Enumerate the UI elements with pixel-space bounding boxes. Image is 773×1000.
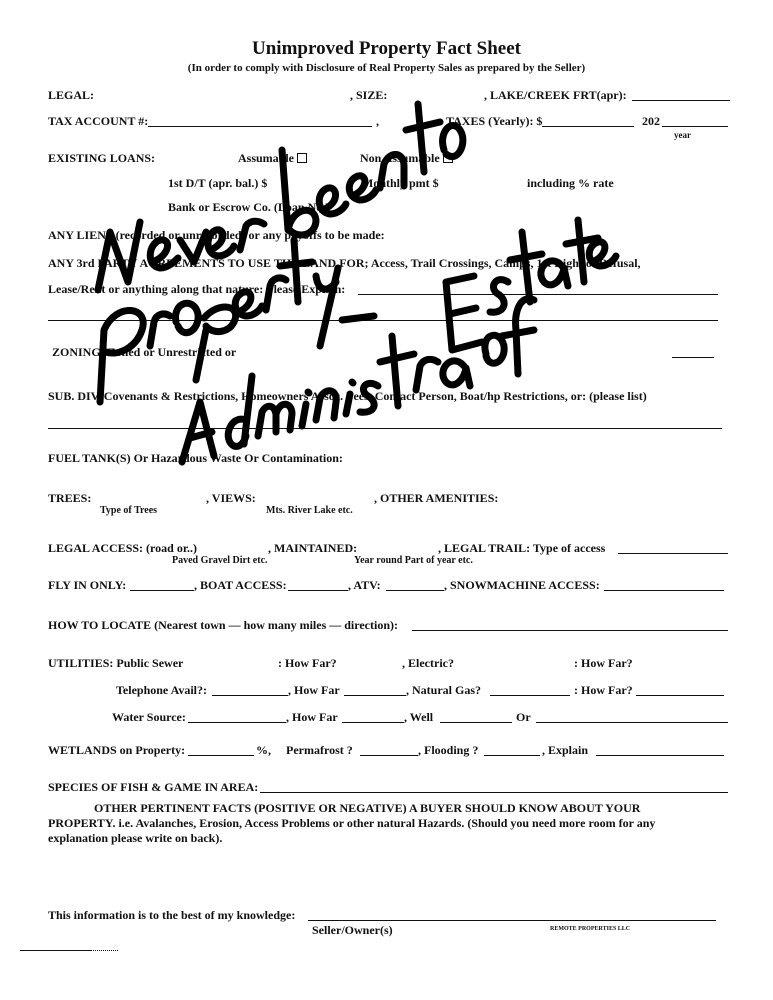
legal-access-caption: Paved Gravel Dirt etc.: [172, 555, 268, 566]
other-facts-line1: OTHER PERTINENT FACTS (POSITIVE OR NEGATIVE) A BUYER SHOULD KNOW ABOUT YOUR: [94, 801, 641, 815]
size-label: , SIZE:: [350, 88, 388, 102]
snowmachine-label: , SNOWMACHINE ACCESS:: [444, 578, 600, 592]
liens-label: ANY LIENS (recorded or unrecorded) or any payoffs to be made:: [48, 228, 385, 242]
including-rate-label: including % rate: [527, 176, 614, 190]
gas-how-far-label: : How Far?: [574, 683, 633, 697]
well-label: , Well: [404, 710, 434, 724]
telephone-how-far-label: , How Far: [288, 683, 340, 697]
lake-creek-label: , LAKE/CREEK FRT(apr):: [484, 88, 627, 102]
telephone-label: Telephone Avail?:: [116, 683, 208, 697]
non-assumable-text: Non Assumable: [360, 151, 440, 165]
bank-escrow-label: Bank or Escrow Co. (Loan No.): [168, 200, 330, 214]
wetlands-label: WETLANDS on Property:: [48, 743, 186, 757]
water-source-label: Water Source:: [112, 710, 186, 724]
form-title: Unimproved Property Fact Sheet: [252, 38, 521, 59]
atv-label: , ATV:: [348, 578, 381, 592]
subdiv-label: SUB. DIV. Covenants & Restrictions, Homeowners Assoc. Fees, Contact Person, Boat/hp Restrictions, or: (please list): [48, 389, 647, 403]
fly-in-label: FLY IN ONLY:: [48, 578, 127, 592]
permafrost-label: Permafrost ?: [286, 743, 353, 757]
tax-comma: ,: [376, 114, 379, 128]
explain-label: , Explain: [542, 743, 589, 757]
form-subtitle: (In order to comply with Disclosure of Real Property Sales as prepared by the Seller): [187, 62, 586, 74]
legal-trail-label: , LEGAL TRAIL: Type of access: [438, 541, 606, 555]
dt-balance-label: 1st D/T (apr. bal.) $: [168, 176, 268, 190]
trees-label: TREES:: [48, 491, 92, 505]
handwriting-property: [100, 240, 374, 402]
existing-loans-label: EXISTING LOANS:: [48, 151, 156, 165]
year-caption: year: [674, 130, 691, 140]
how-to-locate-label: HOW TO LOCATE (Nearest town — how many miles — direction):: [48, 618, 399, 632]
electric-how-far-label: : How Far?: [574, 656, 633, 670]
trees-caption: Type of Trees: [100, 505, 158, 516]
third-party-label: ANY 3rd PARTY AGREEMENTS TO USE THE LAND FOR; Access, Trail Crossings, Camps, 1st Right of Refusal,: [48, 256, 641, 270]
percent-label: %,: [256, 743, 271, 757]
other-facts-line3: explanation please write on back).: [48, 831, 223, 845]
water-how-far-label: , How Far: [286, 710, 338, 724]
legal-access-label: LEGAL ACCESS: (road or..): [48, 541, 198, 555]
seller-owner-label: Seller/Owner(s): [312, 923, 393, 937]
zoning-label: ZONING: Zoned or Unrestricted or: [52, 345, 237, 359]
taxes-label: TAXES (Yearly): $: [446, 114, 543, 128]
electric-label: , Electric?: [402, 656, 454, 670]
sewer-how-far-label: : How Far?: [278, 656, 337, 670]
assumable-text: Assumable: [238, 151, 295, 165]
other-facts-line2: PROPERTY. i.e. Avalanches, Erosion, Access Problems or other natural Hazards. (Should you need more room for any: [48, 816, 656, 830]
flooding-label: , Flooding ?: [418, 743, 479, 757]
views-label: , VIEWS:: [206, 491, 256, 505]
monthly-pmt-label: Monthly pmt $: [362, 176, 439, 190]
species-label: SPECIES OF FISH & GAME IN AREA:: [48, 780, 259, 794]
fuel-tank-label: FUEL TANK(S) Or Hazardous Waste Or Contamination:: [48, 451, 343, 465]
boat-access-label: , BOAT ACCESS:: [194, 578, 287, 592]
handwriting-administra-of-estate: [182, 220, 616, 462]
or-label: Or: [516, 710, 531, 724]
legal-label: LEGAL:: [48, 88, 95, 102]
maintained-caption: Year round Part of year etc.: [354, 555, 473, 566]
maintained-label: , MAINTAINED:: [268, 541, 358, 555]
lease-label: Lease/Rent or anything along that nature: Please Explain:: [48, 282, 346, 296]
knowledge-label: This information is to the best of my knowledge:: [48, 908, 296, 922]
year-prefix: 202: [642, 114, 660, 128]
tax-account-label: TAX ACCOUNT #:: [48, 114, 149, 128]
handwriting-never-been-to: [98, 104, 463, 290]
other-amenities-label: , OTHER AMENITIES:: [374, 491, 499, 505]
company-mark: REMOTE PROPERTIES LLC: [550, 926, 631, 932]
views-caption: Mts. River Lake etc.: [266, 505, 353, 516]
natural-gas-label: , Natural Gas?: [406, 683, 481, 697]
utilities-label: UTILITIES: Public Sewer: [48, 656, 184, 670]
